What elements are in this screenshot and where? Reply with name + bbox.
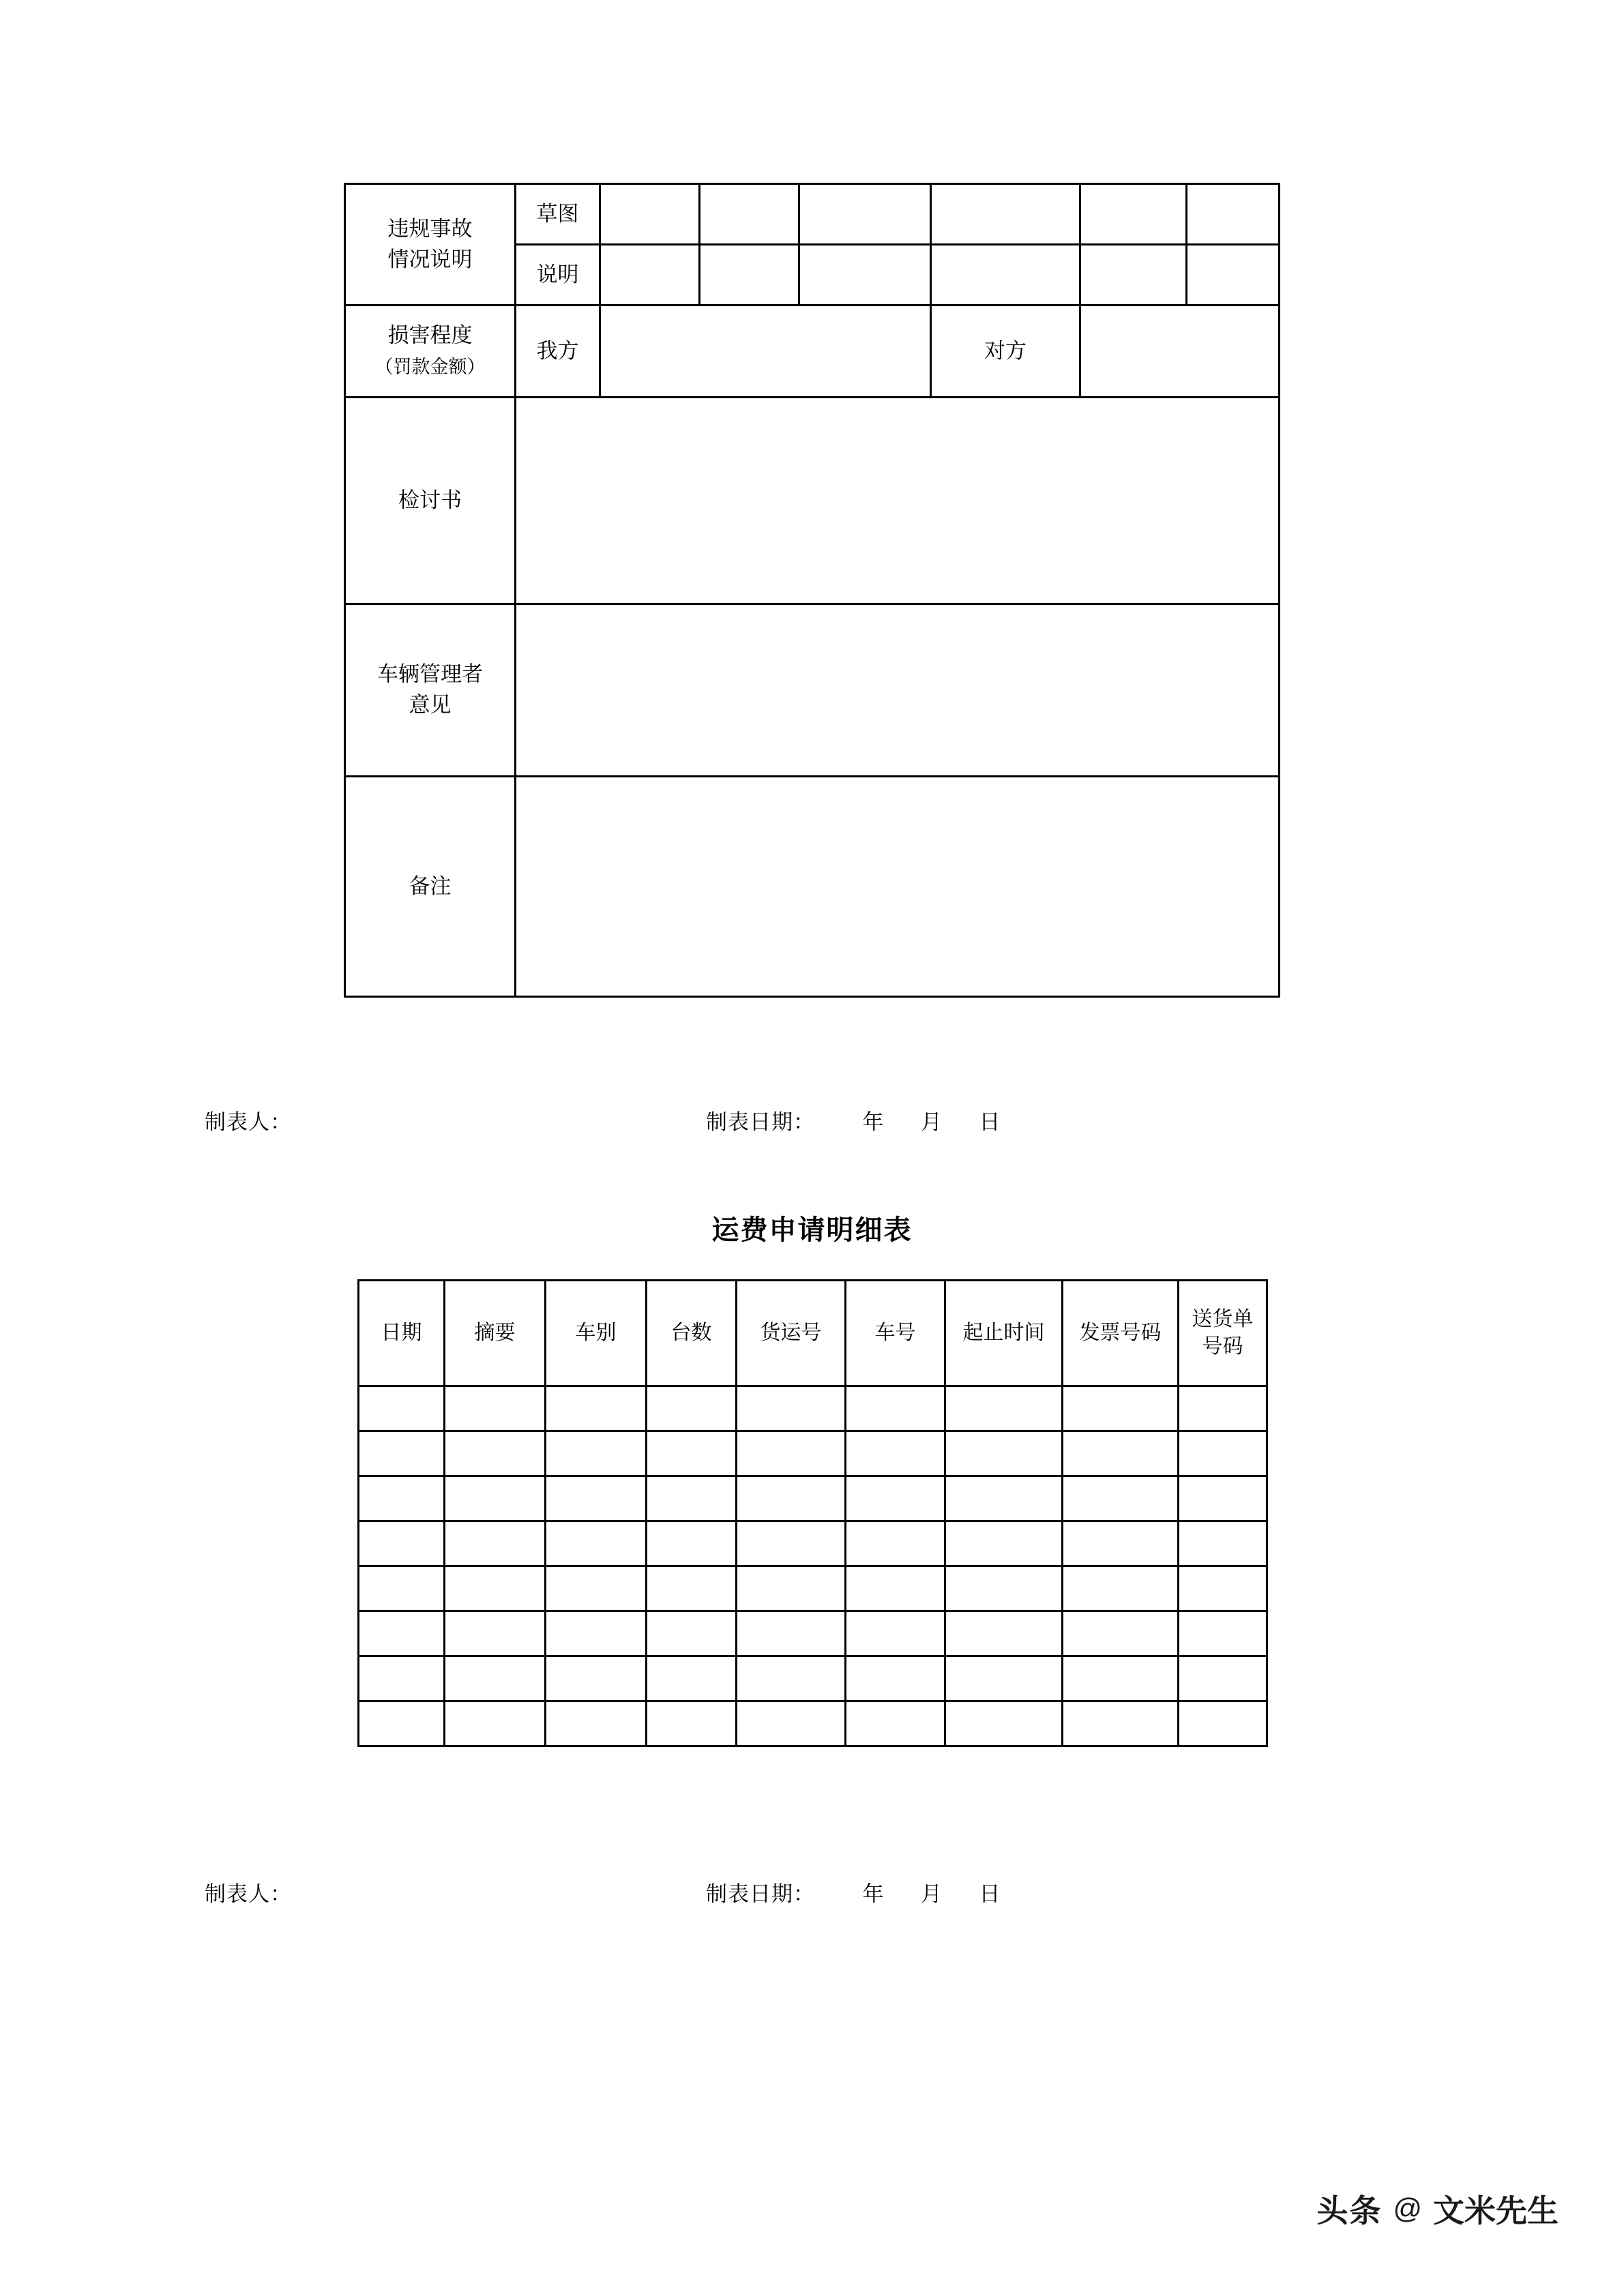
other-side-value-cell[interactable] (1080, 305, 1280, 398)
cell-count[interactable] (647, 1476, 737, 1521)
review-value-cell[interactable] (516, 398, 1280, 604)
table-row (359, 1521, 1267, 1566)
form1-grid (344, 183, 1280, 998)
form1-date-row (706, 1105, 1001, 1135)
cell-invoice-no[interactable] (1063, 1431, 1179, 1476)
form2-date-label: 制表日期： (706, 1882, 815, 1906)
cell-summary[interactable] (445, 1566, 546, 1611)
col-header-invoice-no: 发票号码 (1063, 1281, 1179, 1386)
table-row (359, 1701, 1267, 1746)
sketch-cell-3[interactable] (799, 184, 931, 245)
cell-summary[interactable] (445, 1431, 546, 1476)
table-row (345, 777, 1280, 997)
watermark-at-icon: @ (1393, 2192, 1422, 2224)
watermark (1316, 2186, 1559, 2231)
cell-vehicle-type[interactable] (546, 1701, 647, 1746)
cell-freight-no[interactable] (737, 1431, 846, 1476)
form2-year: 年 (862, 1882, 885, 1906)
cell-freight-no[interactable] (737, 1476, 846, 1521)
explanation-label-cell: 说明 (516, 245, 600, 305)
table-row (345, 604, 1280, 777)
cell-invoice-no[interactable] (1063, 1656, 1179, 1701)
damage-label-line1: 损害程度 (387, 323, 473, 348)
cell-delivery-no[interactable] (1179, 1521, 1267, 1566)
violation-label-line1: 违规事故 (387, 216, 473, 241)
col-header-freight-no: 货运号 (737, 1281, 846, 1386)
manager-opinion-value-cell[interactable] (516, 604, 1280, 777)
table-row (345, 184, 1280, 245)
damage-label-cell (345, 305, 516, 398)
cell-count[interactable] (647, 1656, 737, 1701)
cell-count[interactable] (647, 1566, 737, 1611)
table-header-row (359, 1281, 1267, 1386)
cell-invoice-no[interactable] (1063, 1701, 1179, 1746)
col-header-plate-no: 车号 (846, 1281, 945, 1386)
cell-time-range[interactable] (945, 1656, 1063, 1701)
cell-summary[interactable] (445, 1656, 546, 1701)
cell-time-range[interactable] (945, 1431, 1063, 1476)
cell-plate-no[interactable] (846, 1566, 945, 1611)
cell-date[interactable] (359, 1431, 445, 1476)
table-row (359, 1566, 1267, 1611)
sketch-cell-2[interactable] (700, 184, 799, 245)
cell-vehicle-type[interactable] (546, 1431, 647, 1476)
cell-plate-no[interactable] (846, 1431, 945, 1476)
cell-date[interactable] (359, 1476, 445, 1521)
cell-freight-no[interactable] (737, 1611, 846, 1656)
cell-invoice-no[interactable] (1063, 1476, 1179, 1521)
watermark-logo: 头条 (1316, 2193, 1383, 2228)
cell-count[interactable] (647, 1611, 737, 1656)
page-title: 运费申请明细表 (711, 1214, 913, 1245)
remark-label-cell: 备注 (345, 777, 516, 997)
cell-summary[interactable] (445, 1521, 546, 1566)
cell-delivery-no[interactable] (1179, 1386, 1267, 1431)
watermark-user: 文米先生 (1433, 2193, 1559, 2228)
cell-delivery-no[interactable] (1179, 1701, 1267, 1746)
manager-opinion-label-line1: 车辆管理者 (377, 662, 483, 687)
explanation-cell-2[interactable] (700, 245, 799, 305)
cell-date[interactable] (359, 1521, 445, 1566)
col-header-time-range: 起止时间 (945, 1281, 1063, 1386)
sketch-label-cell: 草图 (516, 184, 600, 245)
form1-maker-label: 制表人： (205, 1110, 292, 1134)
table-row (359, 1431, 1267, 1476)
form1-date-label: 制表日期： (706, 1110, 815, 1134)
cell-delivery-no[interactable] (1179, 1431, 1267, 1476)
col-header-vehicle-type: 车别 (546, 1281, 647, 1386)
cell-summary[interactable] (445, 1701, 546, 1746)
our-side-value-cell[interactable] (600, 305, 931, 398)
explanation-cell-3[interactable] (799, 245, 931, 305)
cell-freight-no[interactable] (737, 1701, 846, 1746)
cell-freight-no[interactable] (737, 1386, 846, 1431)
cell-invoice-no[interactable] (1063, 1611, 1179, 1656)
cell-delivery-no[interactable] (1179, 1656, 1267, 1701)
col-header-summary: 摘要 (445, 1281, 546, 1386)
our-side-label-cell: 我方 (516, 305, 600, 398)
sketch-cell-1[interactable] (600, 184, 700, 245)
cell-freight-no[interactable] (737, 1521, 846, 1566)
cell-vehicle-type[interactable] (546, 1476, 647, 1521)
cell-summary[interactable] (445, 1611, 546, 1656)
cell-invoice-no[interactable] (1063, 1386, 1179, 1431)
other-side-label-cell: 对方 (931, 305, 1080, 398)
cell-vehicle-type[interactable] (546, 1566, 647, 1611)
cell-vehicle-type[interactable] (546, 1521, 647, 1566)
cell-time-range[interactable] (945, 1566, 1063, 1611)
cell-date[interactable] (359, 1611, 445, 1656)
accident-report-table (344, 183, 1278, 998)
cell-delivery-no[interactable] (1179, 1566, 1267, 1611)
cell-time-range[interactable] (945, 1386, 1063, 1431)
cell-delivery-no[interactable] (1179, 1611, 1267, 1656)
col-header-delivery-no: 送货单 号码 (1179, 1281, 1267, 1386)
remark-value-cell[interactable] (516, 777, 1280, 997)
cell-plate-no[interactable] (846, 1521, 945, 1566)
cell-date[interactable] (359, 1566, 445, 1611)
sketch-cell-5[interactable] (1080, 184, 1187, 245)
col-header-count: 台数 (647, 1281, 737, 1386)
cell-summary[interactable] (445, 1386, 546, 1431)
table-row (359, 1386, 1267, 1431)
cell-date[interactable] (359, 1656, 445, 1701)
cell-plate-no[interactable] (846, 1656, 945, 1701)
sketch-cell-4[interactable] (931, 184, 1080, 245)
manager-opinion-label-line2: 意见 (409, 693, 452, 717)
cell-count[interactable] (647, 1701, 737, 1746)
form1-year: 年 (862, 1110, 885, 1134)
form2-day: 日 (979, 1882, 1001, 1906)
cell-vehicle-type[interactable] (546, 1386, 647, 1431)
explanation-cell-1[interactable] (600, 245, 700, 305)
cell-invoice-no[interactable] (1063, 1566, 1179, 1611)
table-row (359, 1611, 1267, 1656)
form2-month: 月 (921, 1882, 943, 1906)
cell-vehicle-type[interactable] (546, 1611, 647, 1656)
violation-label-cell (345, 184, 516, 305)
cell-time-range[interactable] (945, 1476, 1063, 1521)
cell-count[interactable] (647, 1431, 737, 1476)
table-row (345, 305, 1280, 398)
cell-plate-no[interactable] (846, 1476, 945, 1521)
cell-time-range[interactable] (945, 1611, 1063, 1656)
form1-month: 月 (921, 1110, 943, 1134)
explanation-cell-4[interactable] (931, 245, 1080, 305)
manager-opinion-label-cell (345, 604, 516, 777)
cell-date[interactable] (359, 1701, 445, 1746)
cell-delivery-no[interactable] (1179, 1476, 1267, 1521)
freight-application-table (357, 1279, 1266, 1747)
explanation-cell-5[interactable] (1080, 245, 1187, 305)
cell-time-range[interactable] (945, 1521, 1063, 1566)
cell-plate-no[interactable] (846, 1701, 945, 1746)
cell-time-range[interactable] (945, 1701, 1063, 1746)
cell-count[interactable] (647, 1386, 737, 1431)
explanation-cell-6[interactable] (1187, 245, 1280, 305)
damage-label-line2: （罚款金额） (374, 357, 486, 377)
form1-day: 日 (979, 1110, 1001, 1134)
cell-summary[interactable] (445, 1476, 546, 1521)
form2-grid (357, 1279, 1268, 1747)
cell-invoice-no[interactable] (1063, 1521, 1179, 1566)
cell-plate-no[interactable] (846, 1611, 945, 1656)
cell-freight-no[interactable] (737, 1656, 846, 1701)
form2-date-row (706, 1877, 1001, 1907)
cell-count[interactable] (647, 1521, 737, 1566)
violation-label-line2: 情况说明 (387, 247, 473, 271)
table-row (359, 1476, 1267, 1521)
col-header-date: 日期 (359, 1281, 445, 1386)
sketch-cell-6[interactable] (1187, 184, 1280, 245)
cell-date[interactable] (359, 1386, 445, 1431)
cell-freight-no[interactable] (737, 1566, 846, 1611)
cell-plate-no[interactable] (846, 1386, 945, 1431)
form2-maker-label: 制表人： (205, 1882, 292, 1906)
cell-vehicle-type[interactable] (546, 1656, 647, 1701)
table-row (345, 398, 1280, 604)
table-row (359, 1656, 1267, 1701)
review-label-cell: 检讨书 (345, 398, 516, 604)
